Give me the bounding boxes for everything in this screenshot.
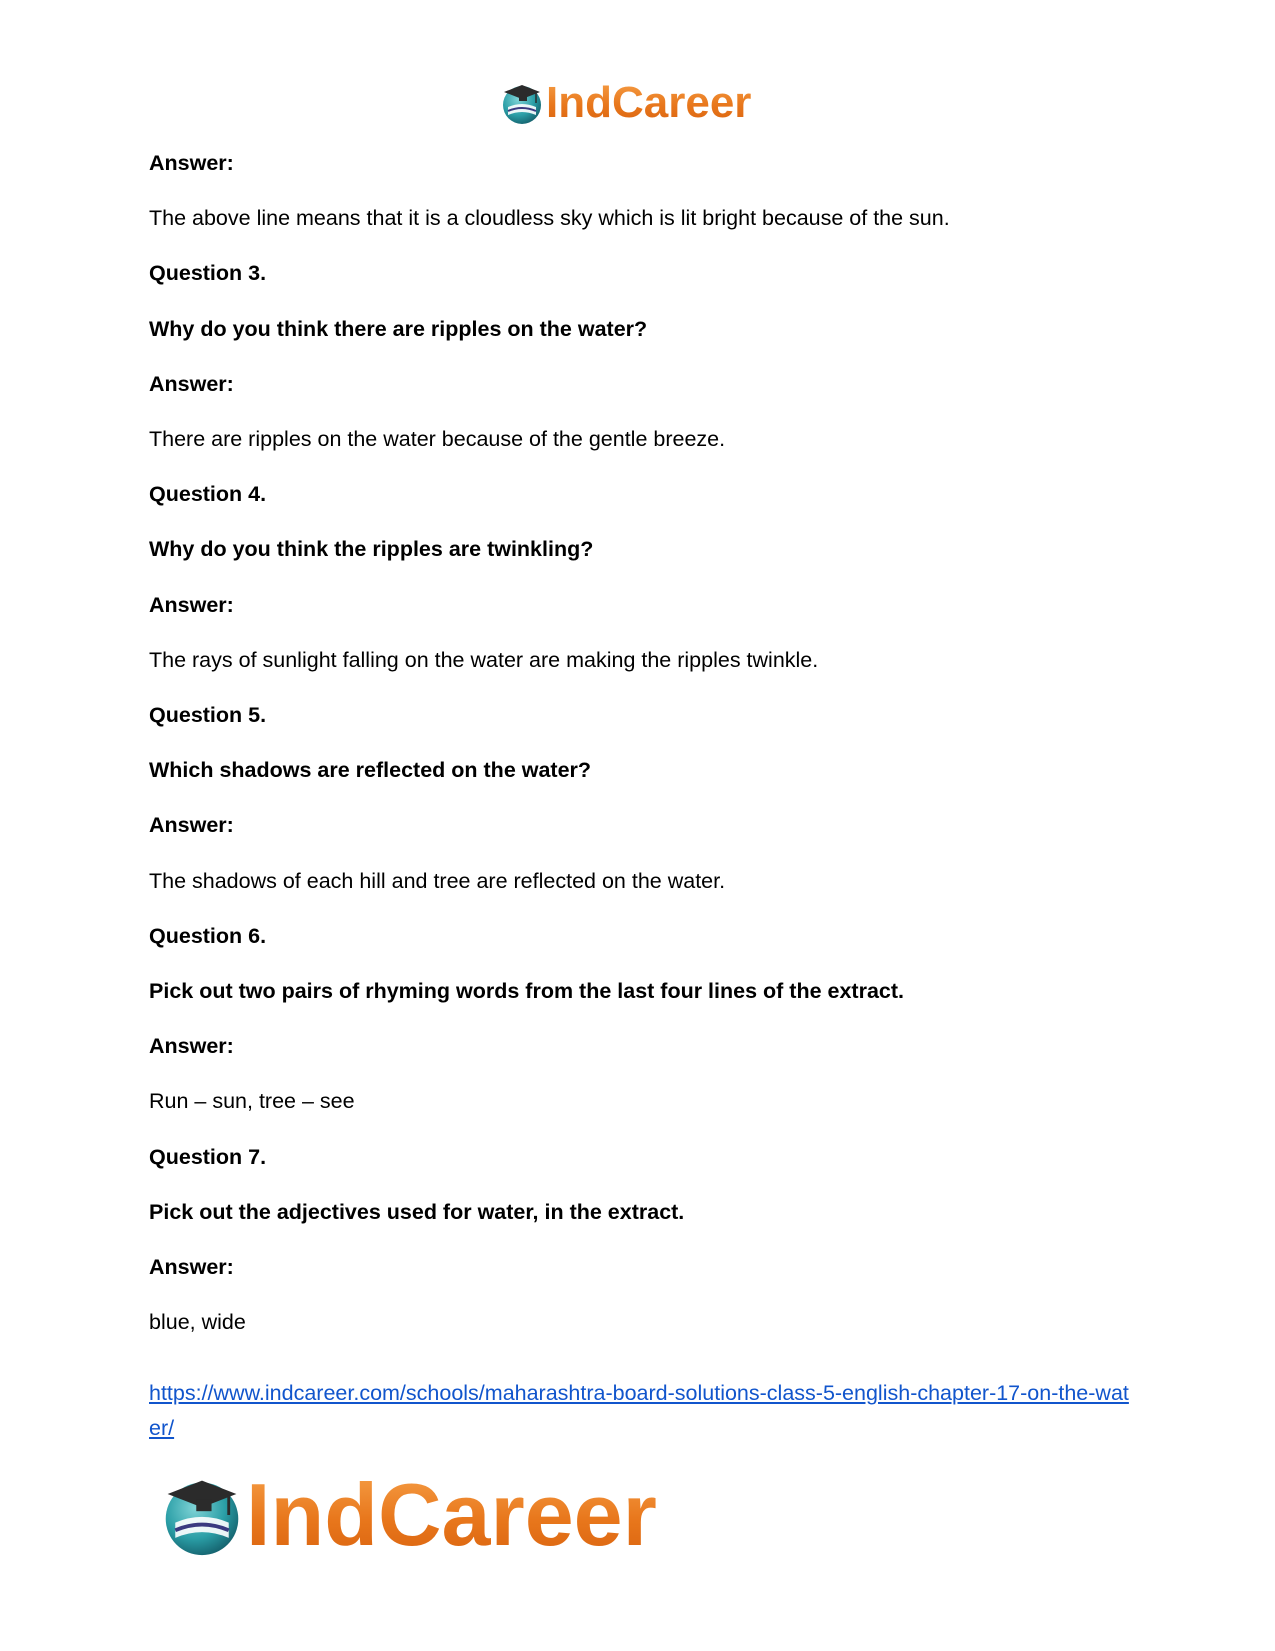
question-number: Question 3. — [149, 261, 267, 286]
question-text: Which shadows are reflected on the water? — [149, 758, 592, 783]
answer-text: There are ripples on the water because of the gentle breeze. — [149, 427, 726, 451]
source-link[interactable]: https://www.indcareer.com/schools/maharashtra-board-solutions-class-5-english-chapter-17-on-the-water/ — [149, 1381, 1129, 1440]
question-text: Pick out the adjectives used for water, in the extract. — [149, 1199, 685, 1224]
answer-label: Answer: — [149, 1034, 234, 1059]
question-number: Question 4. — [149, 482, 267, 507]
answer-label: Answer: — [149, 371, 234, 396]
question-text: Pick out two pairs of rhyming words from the last four lines of the extract. — [149, 979, 904, 1003]
answer-text: blue, wide — [149, 1310, 246, 1335]
graduation-globe-icon — [500, 81, 544, 125]
answer-label: Answer: — [149, 813, 234, 838]
answer-text: The rays of sunlight falling on the water are making the ripples twinkle. — [149, 647, 819, 672]
question-number: Question 6. — [149, 923, 267, 948]
header-logo — [500, 78, 751, 128]
footer-logo-wordmark: IndCareer — [246, 1465, 657, 1564]
answer-text: Run – sun, tree – see — [149, 1089, 355, 1114]
answer-text: The above line means that it is a cloudless sky which is lit bright because of the sun. — [149, 206, 950, 231]
answer-label: Answer: — [149, 592, 234, 617]
answer-label: Answer: — [149, 1255, 234, 1279]
answer-text: The shadows of each hill and tree are reflected on the water. — [149, 868, 726, 893]
header-logo-wordmark: IndCareer — [546, 78, 752, 127]
answer-label: Answer: — [149, 151, 234, 175]
footer-logo — [160, 1465, 657, 1564]
question-text: Why do you think the ripples are twinkling? — [149, 537, 594, 562]
question-number: Question 7. — [149, 1144, 267, 1169]
graduation-globe-icon — [160, 1473, 244, 1557]
question-text: Why do you think there are ripples on the water? — [149, 316, 648, 341]
question-number: Question 5. — [149, 703, 267, 727]
